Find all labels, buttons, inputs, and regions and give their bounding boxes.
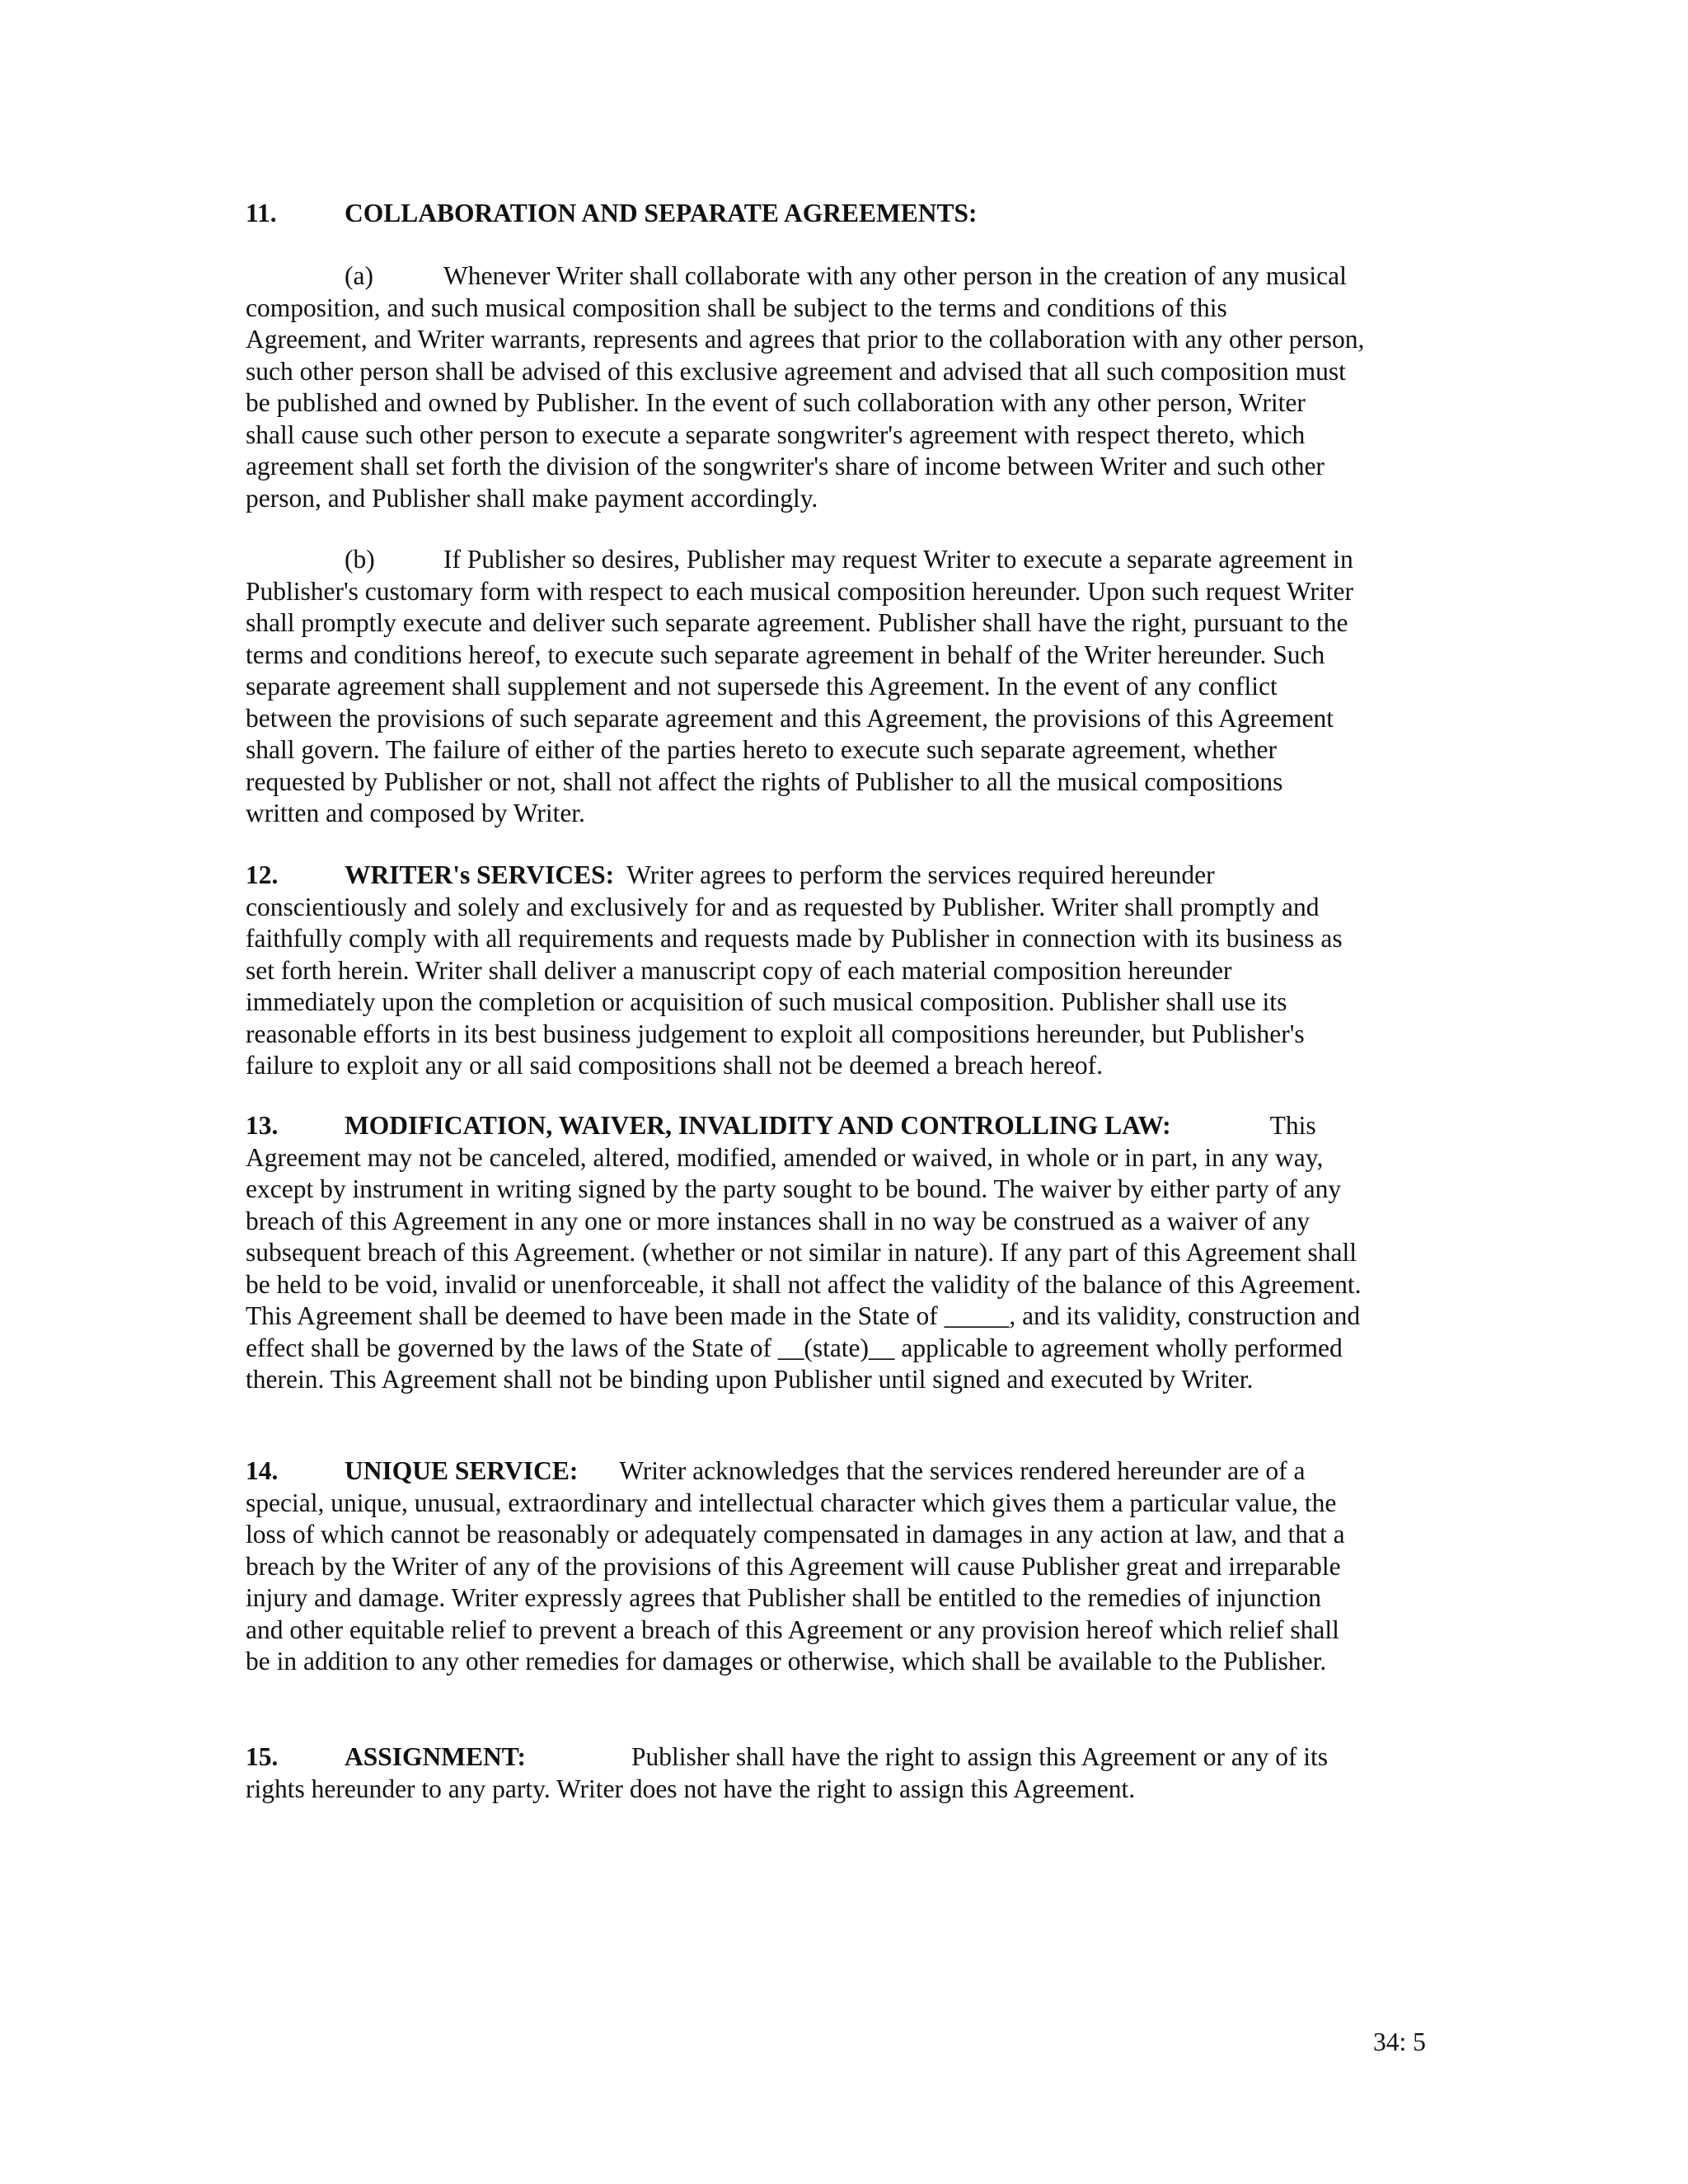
section-12-title: WRITER's SERVICES: — [345, 860, 615, 889]
section-11b-label: (b) — [345, 545, 375, 574]
section-14-title: UNIQUE SERVICE: — [345, 1456, 579, 1485]
paragraph-line: terms and conditions hereof, to execute such separate agreement in behalf of the Writer hereunder. Such — [246, 640, 1325, 669]
paragraph-line: requested by Publisher or not, shall not affect the rights of Publisher to all the musical compositions — [246, 766, 1283, 796]
section-13-paragraph — [246, 1110, 1449, 1396]
paragraph-line: be published and owned by Publisher. In the event of such collaboration with any other person, Writer — [246, 388, 1306, 417]
paragraph-line: shall promptly execute and deliver such separate agreement. Publisher shall have the right, pursuant to the — [246, 608, 1348, 637]
section-15-number: 15. — [246, 1742, 279, 1771]
page-number: 34: 5 — [1373, 2027, 1426, 2056]
paragraph-line: faithfully comply with all requirements and requests made by Publisher in connection with its business as — [246, 924, 1343, 953]
paragraph-line: loss of which cannot be reasonably or adequately compensated in damages in any action at law, and that a — [246, 1520, 1345, 1549]
paragraph-line: therein. This Agreement shall not be binding upon Publisher until signed and executed by Writer. — [246, 1365, 1254, 1394]
paragraph-line: special, unique, unusual, extraordinary and intellectual character which gives them a particular value, the — [246, 1488, 1337, 1517]
paragraph-line: breach of this Agreement in any one or more instances shall in no way be construed as a waiver of any — [246, 1206, 1311, 1235]
section-13-number: 13. — [246, 1111, 279, 1140]
paragraph-line: shall govern. The failure of either of the parties hereto to execute such separate agreement, whether — [246, 735, 1277, 764]
paragraph-line: shall cause such other person to execute a separate songwriter's agreement with respect thereto, which — [246, 419, 1306, 449]
paragraph-line: composition, and such musical composition shall be subject to the terms and conditions of this — [246, 293, 1227, 322]
section-11a-label: (a) — [345, 261, 373, 290]
section-14-paragraph — [246, 1455, 1449, 1678]
paragraph-line: subsequent breach of this Agreement. (whether or not similar in nature). If any part of this Agreement shall — [246, 1238, 1357, 1267]
paragraph-line: immediately upon the completion or acquisition of such musical composition. Publisher shall use its — [246, 987, 1287, 1016]
section-11b-paragraph — [246, 544, 1449, 830]
paragraph-line: written and composed by Writer. — [246, 799, 585, 827]
paragraph-line: be in addition to any other remedies for damages or otherwise, which shall be available to the Publisher. — [246, 1647, 1327, 1675]
paragraph-line: Publisher shall have the right to assign this Agreement or any of its — [631, 1742, 1329, 1771]
section-11-title: COLLABORATION AND SEPARATE AGREEMENTS: — [345, 199, 978, 227]
paragraph-line: be held to be void, invalid or unenforceable, it shall not affect the validity of the balance of this Agreement. — [246, 1269, 1362, 1299]
paragraph-line: Writer agrees to perform the services required hereunder — [626, 860, 1215, 889]
section-11-number: 11. — [246, 199, 277, 227]
paragraph-line: injury and damage. Writer expressly agrees that Publisher shall be entitled to the remedies of injunction — [246, 1583, 1322, 1612]
section-13-title: MODIFICATION, WAIVER, INVALIDITY AND CONTROLLING LAW: — [345, 1111, 1171, 1140]
section-15-title: ASSIGNMENT: — [345, 1742, 526, 1771]
paragraph-line: conscientiously and solely and exclusively for and as requested by Publisher. Writer shall promptly and — [246, 892, 1320, 921]
paragraph-line: between the provisions of such separate agreement and this Agreement, the provisions of this Agreement — [246, 703, 1334, 733]
paragraph-line: This — [1269, 1111, 1316, 1140]
paragraph-line: Writer acknowledges that the services rendered hereunder are of a — [619, 1456, 1306, 1485]
paragraph-line: Agreement, and Writer warrants, represents and agrees that prior to the collaboration with any other person, — [246, 325, 1365, 354]
paragraph-line: breach by the Writer of any of the provisions of this Agreement will cause Publisher great and irreparable — [246, 1551, 1341, 1581]
paragraph-line: failure to exploit any or all said compositions shall not be deemed a breach hereof. — [246, 1051, 1104, 1080]
paragraph-line: rights hereunder to any party. Writer does not have the right to assign this Agreement. — [246, 1774, 1136, 1803]
paragraph-line: Publisher's customary form with respect to each musical composition hereunder. Upon such request Writer — [246, 576, 1353, 606]
paragraph-line: This Agreement shall be deemed to have been made in the State of _____, and its validity, construction and — [246, 1301, 1361, 1330]
section-12-number: 12. — [246, 860, 279, 889]
paragraph-line: If Publisher so desires, Publisher may request Writer to execute a separate agreement in — [443, 545, 1353, 574]
paragraph-line: Whenever Writer shall collaborate with any other person in the creation of any musical — [443, 261, 1347, 290]
paragraph-line: except by instrument in writing signed by the party sought to be bound. The waiver by either party of any — [246, 1174, 1342, 1203]
section-11-heading — [246, 198, 1449, 230]
section-14-number: 14. — [246, 1456, 279, 1485]
paragraph-line: Agreement may not be canceled, altered, modified, amended or waived, in whole or in part, in any way, — [246, 1142, 1324, 1172]
paragraph-line: effect shall be governed by the laws of the State of __(state)__ applicable to agreement wholly performed — [246, 1333, 1343, 1362]
paragraph-line: agreement shall set forth the division of the songwriter's share of income between Writer and such other — [246, 452, 1325, 480]
section-15-paragraph — [246, 1741, 1449, 1805]
paragraph-line: reasonable efforts in its best business judgement to exploit all compositions hereunder, but Publisher's — [246, 1019, 1305, 1048]
paragraph-line: set forth herein. Writer shall deliver a manuscript copy of each material composition hereunder — [246, 955, 1232, 985]
paragraph-line: person, and Publisher shall make payment accordingly. — [246, 483, 818, 513]
section-11a-paragraph — [246, 260, 1449, 514]
paragraph-line: and other equitable relief to prevent a breach of this Agreement or any provision hereof which relief shall — [246, 1615, 1339, 1644]
paragraph-line: such other person shall be advised of this exclusive agreement and advised that all such composition must — [246, 356, 1346, 386]
section-12-paragraph — [246, 860, 1449, 1082]
paragraph-line: separate agreement shall supplement and not supersede this Agreement. In the event of any conflict — [246, 672, 1278, 701]
